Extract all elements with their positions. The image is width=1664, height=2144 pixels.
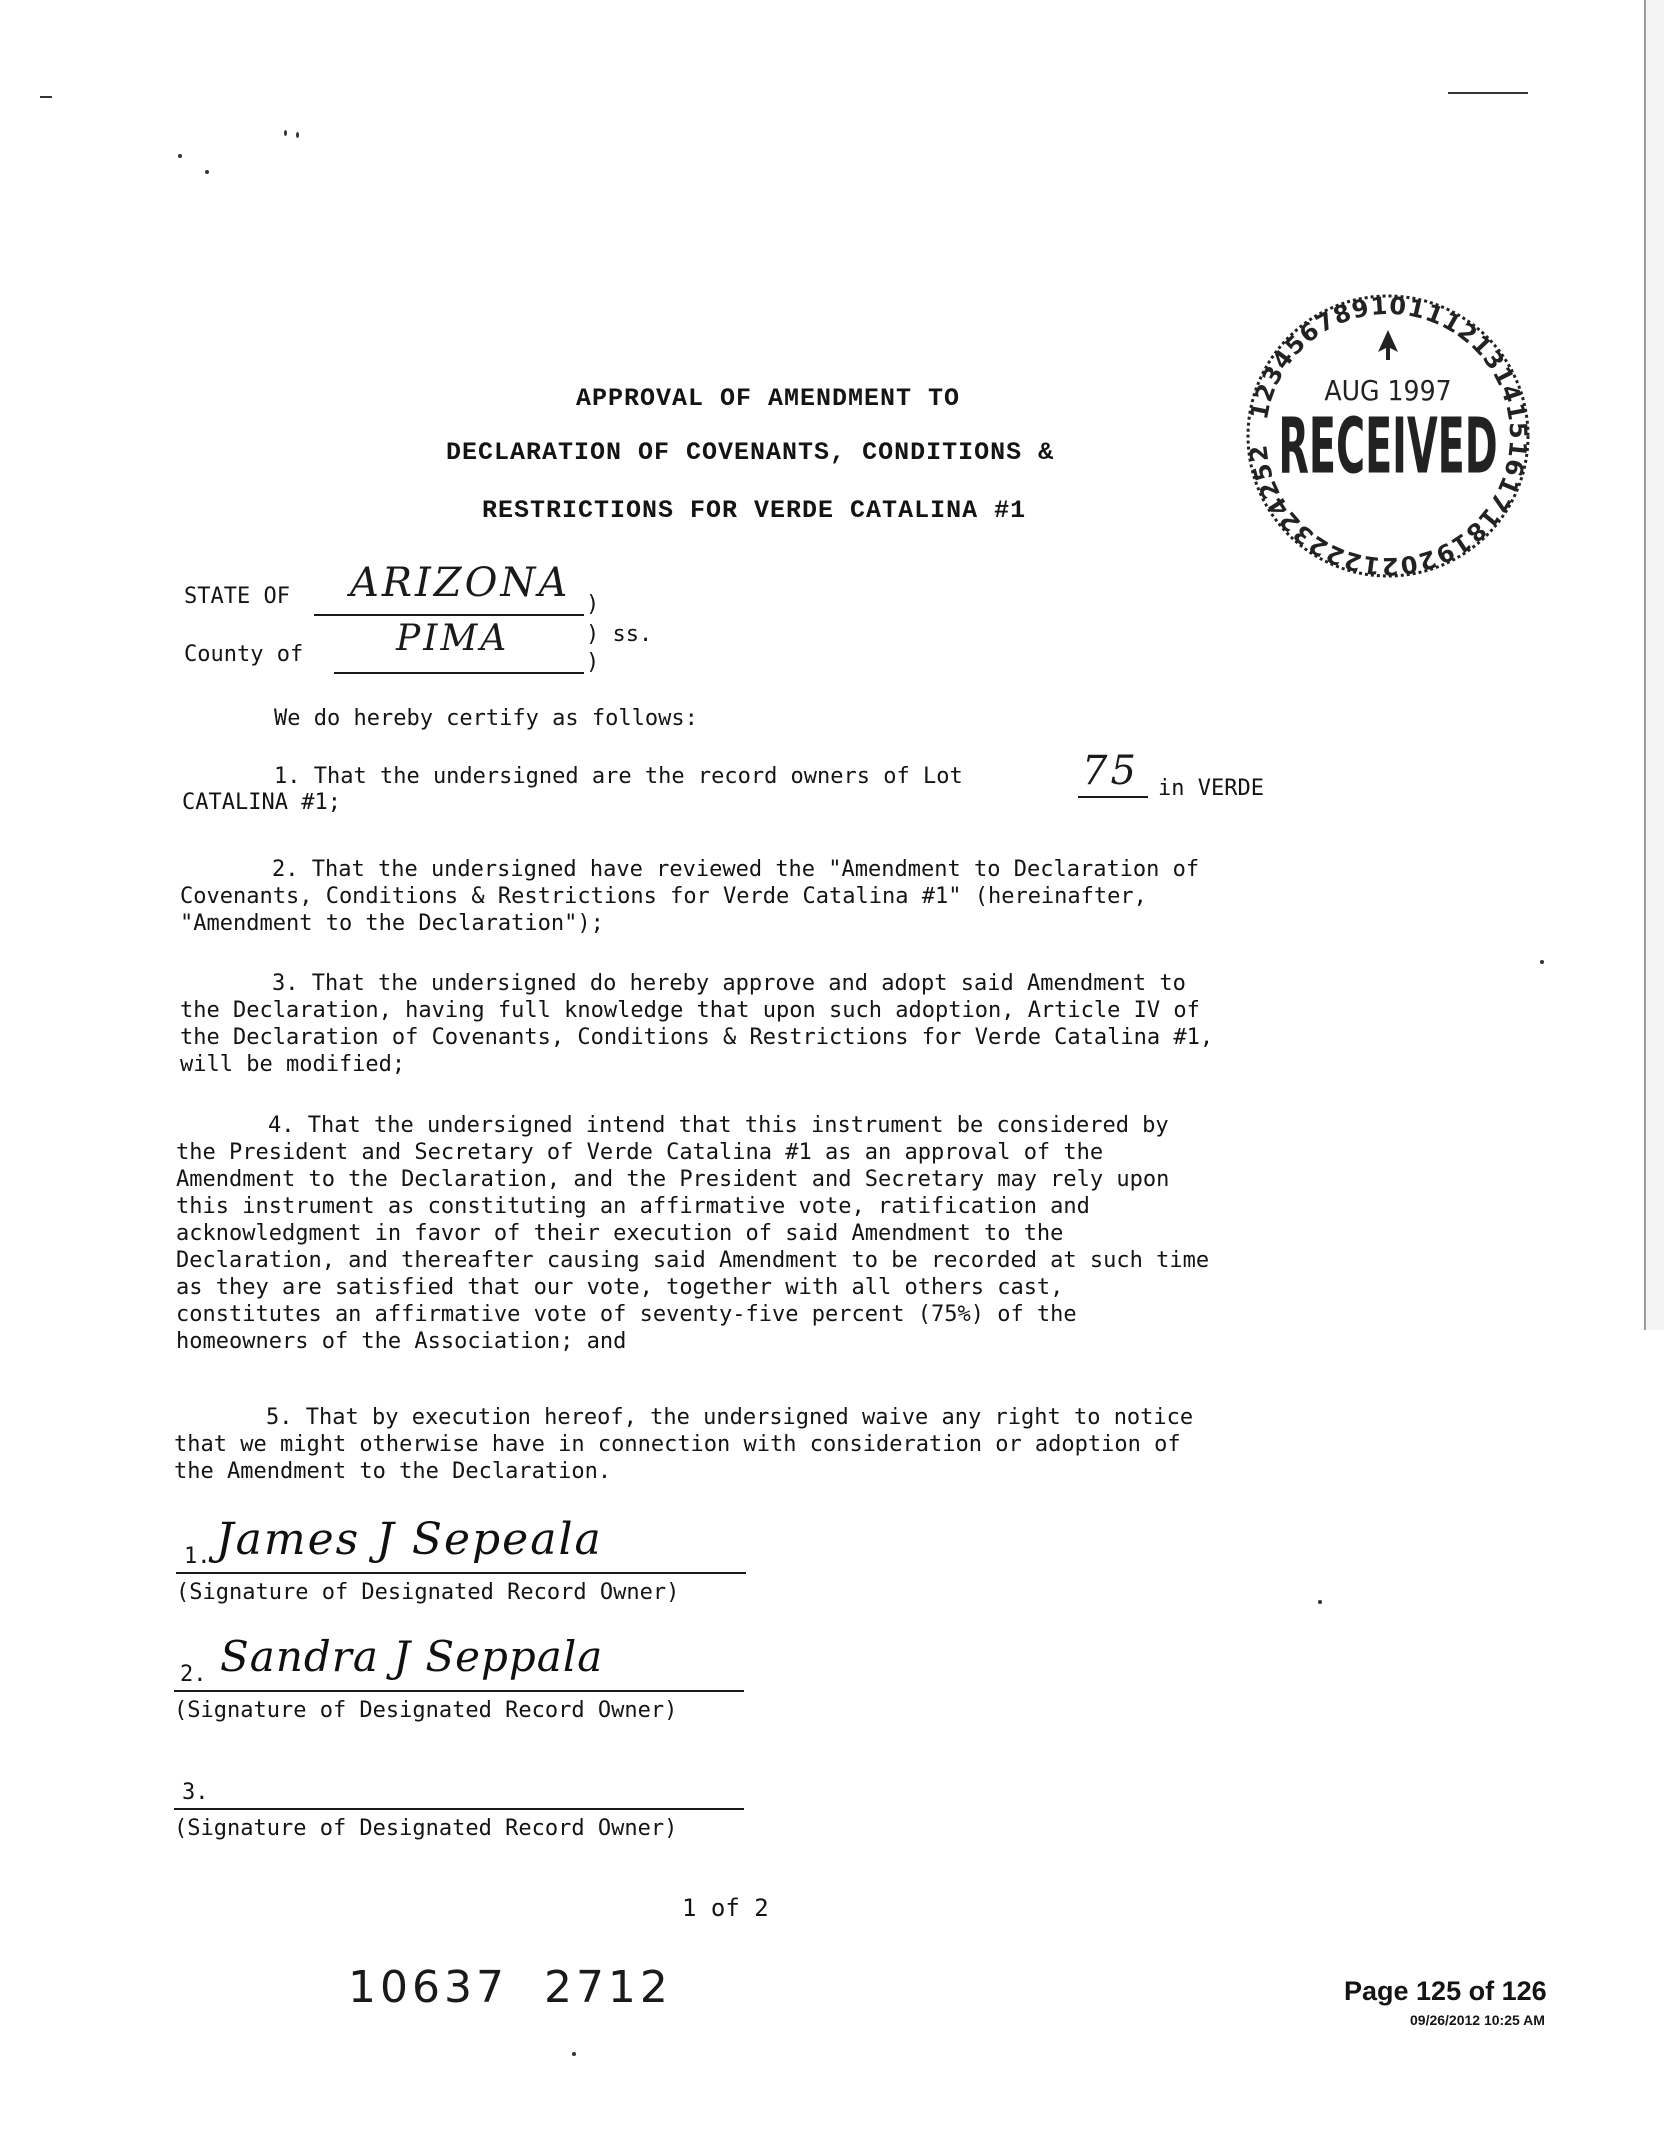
speck — [284, 130, 287, 136]
signature-3-line — [174, 1808, 744, 1810]
item-4-line: Declaration, and thereafter causing said Amendment to be recorded at such time — [176, 1248, 1210, 1273]
speck — [296, 132, 299, 138]
speck — [572, 2052, 576, 2056]
stamp-ring-text: 123456789101112131415161718192021222324252 — [1244, 291, 1533, 581]
intro-text: We do hereby certify as follows: — [274, 706, 698, 731]
item-4-line: homeowners of the Association; and — [176, 1329, 627, 1354]
recording-number: 10637 2712 — [348, 1962, 672, 2013]
item-3-line: the Declaration, having full knowledge that upon such adoption, Article IV of — [180, 998, 1200, 1023]
state-underline — [314, 614, 584, 616]
signature-2-caption: (Signature of Designated Record Owner) — [174, 1698, 678, 1723]
item-5 — [174, 1404, 1193, 1485]
item-1-line-2: CATALINA #1; — [182, 790, 341, 815]
received-stamp — [1238, 286, 1538, 586]
top-left-dash — [40, 96, 52, 98]
item-3-line: 3. That the undersigned do hereby approve and adopt said Amendment to — [272, 971, 1186, 996]
footer-page-label: Page 125 of 126 — [1344, 1976, 1547, 2006]
county-paren: ) — [586, 650, 600, 675]
item-4-line: this instrument as constituting an affirmative vote, ratification and — [176, 1194, 1090, 1219]
signature-1-line — [176, 1572, 746, 1574]
page-of-label: 1 of 2 — [682, 1894, 769, 1922]
state-paren: ) — [586, 592, 600, 617]
speck — [205, 170, 209, 174]
signature-3-caption: (Signature of Designated Record Owner) — [174, 1816, 678, 1841]
top-right-dash — [1448, 92, 1528, 94]
item-4-line: 4. That the undersigned intend that this instrument be considered by — [268, 1113, 1169, 1138]
lot-number: 75 — [1082, 748, 1139, 794]
signature-2-handwriting: Sandra J Seppala — [220, 1632, 604, 1681]
item-2-line: Covenants, Conditions & Restrictions for Verde Catalina #1" (hereinafter, — [180, 884, 1147, 909]
state-value: ARIZONA — [350, 560, 571, 606]
item-5-line: the Amendment to the Declaration. — [174, 1459, 612, 1484]
item-2-line: 2. That the undersigned have reviewed the "Amendment to Declaration of — [272, 857, 1200, 882]
item-1-line-1: 1. That the undersigned are the record owners of Lot — [274, 764, 963, 789]
item-2-line: "Amendment to the Declaration"); — [180, 911, 604, 936]
speck — [178, 154, 182, 158]
item-3 — [180, 970, 1213, 1078]
county-label: County of — [184, 642, 304, 667]
county-value: PIMA — [396, 618, 510, 659]
signature-1-caption: (Signature of Designated Record Owner) — [176, 1580, 680, 1605]
item-4-line: Amendment to the Declaration, and the President and Secretary may rely upon — [176, 1167, 1170, 1192]
item-5-line: that we might otherwise have in connection with consideration or adoption of — [174, 1432, 1181, 1457]
footer-timestamp: 09/26/2012 10:25 AM — [1410, 2012, 1545, 2028]
scan-edge — [1644, 0, 1664, 1330]
lot-underline — [1078, 796, 1148, 798]
speck — [1540, 960, 1544, 964]
item-4-line: constitutes an affirmative vote of seventy-five percent (75%) of the — [176, 1302, 1077, 1327]
item-5-line: 5. That by execution hereof, the undersigned waive any right to notice — [266, 1405, 1194, 1430]
signature-3-number: 3. — [182, 1780, 209, 1805]
item-4-line: acknowledgment in favor of their execution of said Amendment to the — [176, 1221, 1064, 1246]
title-line-3: RESTRICTIONS FOR VERDE CATALINA #1 — [482, 496, 1027, 525]
signature-1-number: 1. — [184, 1544, 211, 1569]
stamp-date: AUG 1997 — [1324, 374, 1452, 407]
stamp-word: RECEIVED — [1278, 402, 1498, 492]
signature-2-line — [174, 1690, 744, 1692]
signature-1-handwriting: James J Sepeala — [216, 1514, 603, 1565]
item-4 — [176, 1112, 1209, 1355]
speck — [1318, 1600, 1322, 1604]
item-1-line-1-end: in VERDE — [1158, 776, 1264, 801]
title-line-1: APPROVAL OF AMENDMENT TO — [576, 384, 961, 413]
signature-2 — [220, 1632, 603, 1681]
stamp-graphic — [1238, 286, 1538, 586]
item-2 — [180, 856, 1199, 937]
signature-2-number: 2. — [180, 1662, 207, 1687]
state-label: STATE OF — [184, 584, 290, 609]
item-3-line: the Declaration of Covenants, Conditions & Restrictions for Verde Catalina #1, — [180, 1025, 1214, 1050]
signature-1 — [216, 1514, 603, 1565]
title-line-2: DECLARATION OF COVENANTS, CONDITIONS & — [446, 438, 1055, 467]
item-3-line: will be modified; — [180, 1052, 406, 1077]
county-ss: ) ss. — [586, 622, 653, 647]
stamp-arrow-icon — [1378, 330, 1398, 360]
item-4-line: as they are satisfied that our vote, together with all others cast, — [176, 1275, 1064, 1300]
item-4-line: the President and Secretary of Verde Catalina #1 as an approval of the — [176, 1140, 1104, 1165]
county-underline — [334, 672, 584, 674]
